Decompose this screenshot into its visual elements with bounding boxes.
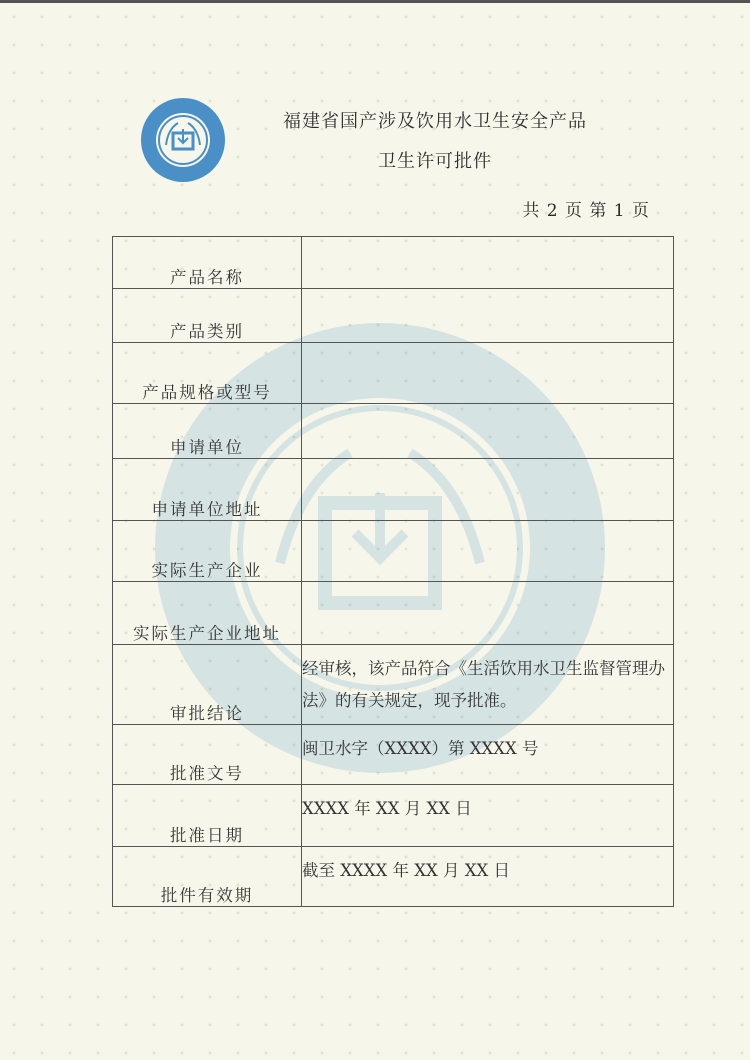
permit-form-table: [112, 236, 674, 907]
field-value-applicant: [302, 404, 674, 459]
field-value-approval-number: 闽卫水字（XXXX）第 XXXX 号: [302, 725, 674, 785]
table-row: [113, 645, 674, 725]
field-label-approval-date: 批准日期: [113, 785, 302, 847]
field-value-product-category: [302, 289, 674, 343]
table-row: [113, 343, 674, 404]
table-row: [113, 459, 674, 521]
page-count: 共 2 页 第 1 页: [522, 201, 650, 221]
health-inspection-emblem-logo: [140, 97, 226, 183]
field-label-applicant-address: 申请单位地址: [113, 459, 302, 521]
table-row: [113, 785, 674, 847]
field-value-manufacturer: [302, 521, 674, 582]
field-label-manufacturer: 实际生产企业: [113, 521, 302, 582]
field-label-validity: 批件有效期: [113, 847, 302, 907]
table-row: [113, 582, 674, 645]
document-title-line1: 福建省国产涉及饮用水卫生安全产品: [283, 111, 587, 132]
field-value-product-name: [302, 237, 674, 289]
table-row: [113, 725, 674, 785]
table-row: [113, 847, 674, 907]
document-title-line2: 卫生许可批件: [378, 151, 492, 172]
field-value-validity: 截至 XXXX 年 XX 月 XX 日: [302, 847, 674, 907]
field-label-product-category: 产品类别: [113, 289, 302, 343]
field-label-manufacturer-address: 实际生产企业地址: [113, 582, 302, 645]
field-value-product-spec: [302, 343, 674, 404]
field-label-product-spec: 产品规格或型号: [113, 343, 302, 404]
table-row: [113, 404, 674, 459]
table-row: [113, 237, 674, 289]
field-value-applicant-address: [302, 459, 674, 521]
field-label-approval-number: 批准文号: [113, 725, 302, 785]
document-page: [0, 3, 750, 1060]
field-value-manufacturer-address: [302, 582, 674, 645]
field-label-conclusion: 审批结论: [113, 645, 302, 725]
field-value-conclusion: 经审核，该产品符合《生活饮用水卫生监督管理办法》的有关规定，现予批准。: [302, 645, 674, 725]
table-row: [113, 289, 674, 343]
field-label-applicant: 申请单位: [113, 404, 302, 459]
field-label-product-name: 产品名称: [113, 237, 302, 289]
field-value-approval-date: XXXX 年 XX 月 XX 日: [302, 785, 674, 847]
table-row: [113, 521, 674, 582]
